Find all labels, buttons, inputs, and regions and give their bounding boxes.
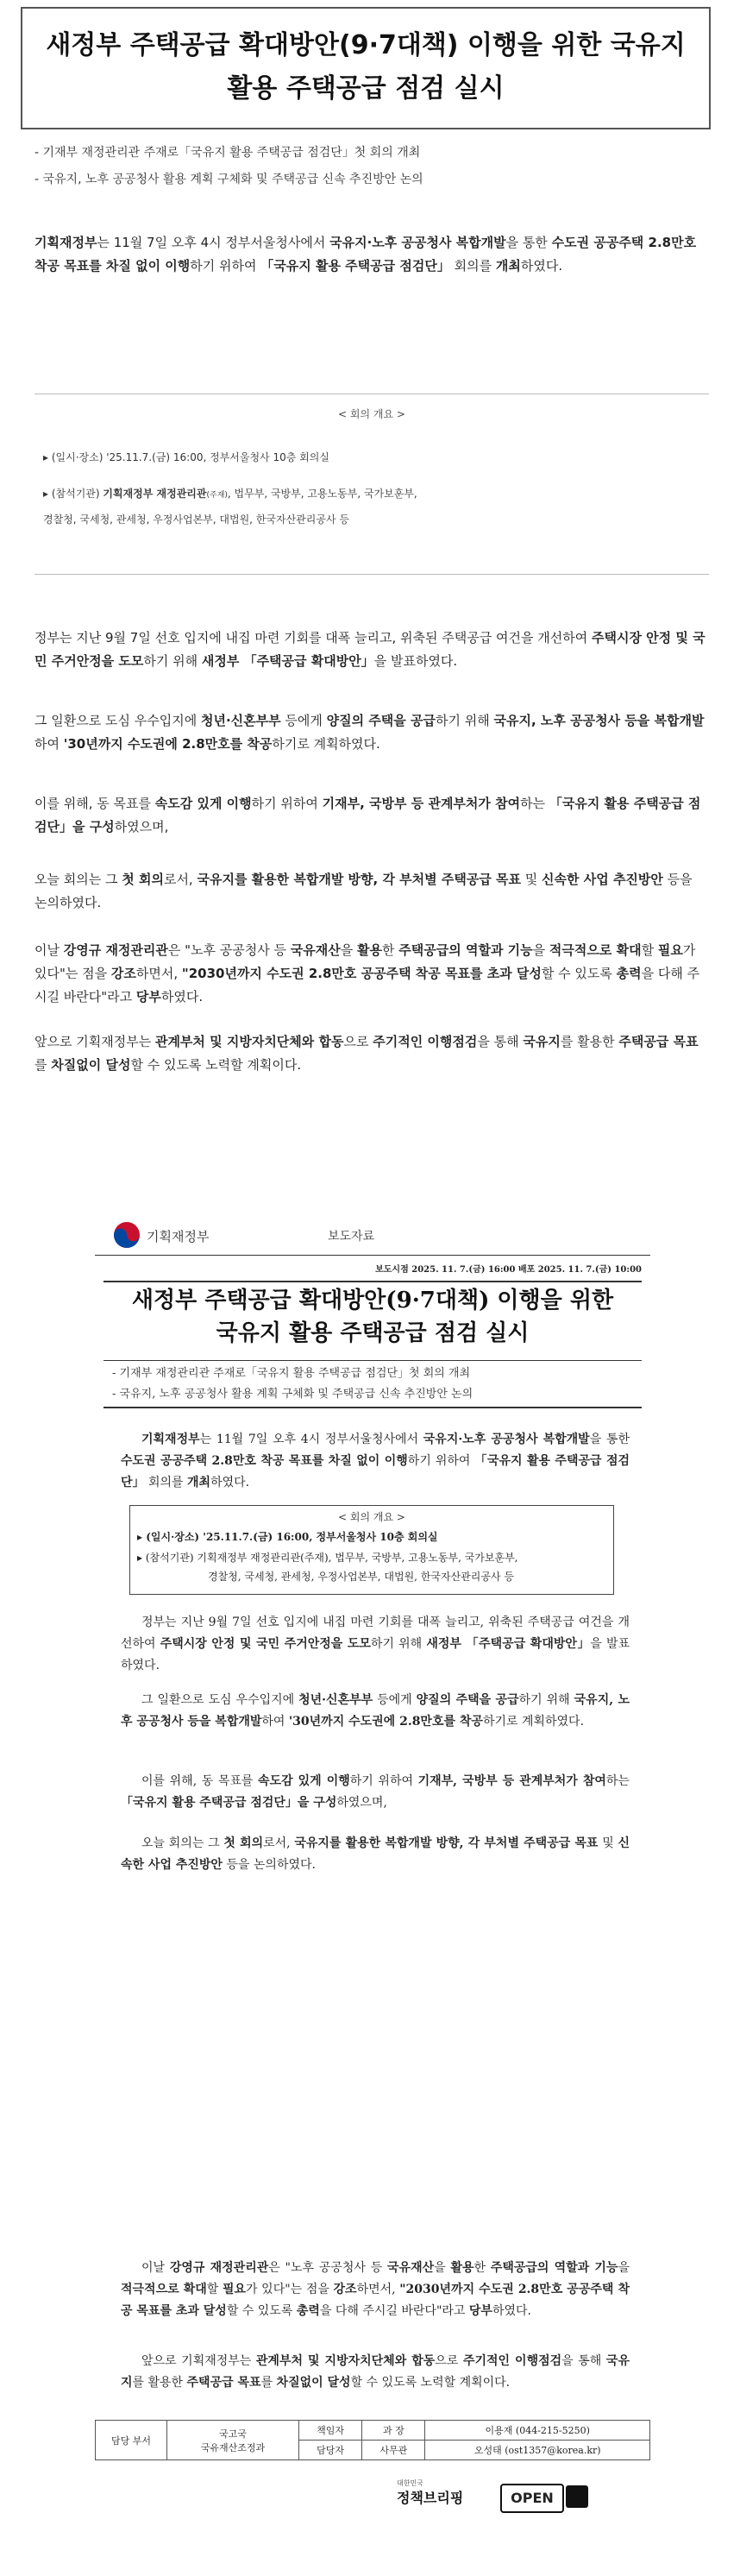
text-run: 차질없이 달성 [51,1057,131,1073]
text-run: 국유재산 [387,2261,435,2275]
text-run: 을 [532,942,549,958]
text-run: 강조 [110,966,136,981]
press-paragraph-7 [121,2351,630,2394]
text-run: 관계부처 및 지방자치단체와 합동 [255,2354,436,2368]
text-run: 하였다. [520,258,563,274]
text-run: 신속한 사업 추진방안 [121,1836,630,1872]
text-run: 및 [521,872,542,887]
press-paragraph-3 [121,1690,630,1733]
text-run: 수도권 공공주택 2.8만호 착공 목표를 차질 없이 이행 [121,1454,408,1468]
title-box [21,7,711,129]
text-run: 이날 [34,942,64,958]
text-run: 국유지, 노후 공공청사 등을 복합개발 [493,713,705,728]
text-run: 할 수 있도록 노력할 계획이다. [130,1057,302,1073]
ministry-name: 기획재정부 [147,1229,210,1244]
overview-title: < 회의 개요 > [338,408,405,420]
text-run: 회의를 [144,1476,188,1490]
text-run: 강영규 재정관리관 [63,942,168,958]
text-run: 정부는 지난 9월 7일 선호 입지에 내집 마련 기회를 대폭 늘리고, 위축된 주택공급 여건을 개선하여 [34,630,592,646]
press-subtitle-1: - 기재부 재정관리관 주재로「국유지 활용 주택공급 점검단」첫 회의 개최 [112,1367,471,1380]
subtitle-2: - 국유지, 노후 공공청사 활용 계획 구체화 및 주택공급 신속 추진방안 논의 [34,173,423,186]
text-run: 주기적인 이행점검 [462,2354,562,2368]
open-label: OPEN [500,2484,564,2513]
text-run: 할 수 있도록 [541,966,617,981]
text-run: 오늘 회의는 그 [141,1836,224,1850]
press-overview-attendees: ▸ (참석기관) 기획재정부 재정관리관(주재), 법무부, 국방부, 고용노동부, 국가보훈부, [137,1552,518,1564]
text-run: 개최 [495,258,521,274]
text-run: 회의를 [449,258,496,274]
text-run: 를 활용한 [560,1034,619,1049]
text-run: 할 [206,2283,223,2296]
text-run: 하면서, [135,966,182,981]
text-run: "2030년까지 수도권 2.8만호 공공주택 착공 목표를 초과 달성 [121,2283,630,2318]
text-run: 는 11월 7일 오후 4시 정부서울청사에서 [97,235,330,250]
text-run: 하는 [520,796,549,811]
text-run: 하여 [34,736,64,752]
text-run: 주기적인 이행점검 [373,1034,478,1049]
text-run: 주택시장 안정 및 국민 주거안정을 도모 [160,1637,371,1651]
text-run: 강영규 재정관리관 [169,2261,269,2275]
text-run: 적극적으로 확대 [549,942,642,958]
title-line-2: 활용 주택공급 점검 실시 [227,73,505,104]
role-lead: 책임자 [299,2421,362,2441]
text-run: 당부 [135,989,161,1005]
text-run: 을 통한 [589,1433,630,1446]
text-run: 로서, [163,872,198,887]
text-run: 하여 [261,1715,289,1729]
subtitle-1: - 기재부 재정관리관 주재로「국유지 활용 주택공급 점검단」첫 회의 개최 [34,146,421,160]
text-run: 관계부처 및 지방자치단체와 합동 [154,1034,344,1049]
title-line-1: 새정부 주택공급 확대방안(9·7대책) 이행을 위한 국유지 [46,30,686,60]
text-run: "2030년까지 수도권 2.8만호 공공주택 착공 목표를 초과 달성 [181,966,542,981]
text-run: 를 활용한 [132,2376,187,2390]
text-run: 하기 위하여 [407,1454,475,1468]
text-run: 이날 [141,2261,170,2275]
meeting-overview-box [34,394,709,575]
text-run: 차질없이 달성 [276,2376,351,2390]
press-type: 보도자료 [328,1230,375,1244]
press-title-box [103,1281,642,1361]
text-run: 주택공급의 역할과 기능 [490,2261,618,2275]
text-run: 은 "노후 공공청사 등 [167,942,291,958]
text-run: 앞으로 기획재정부는 [141,2354,256,2368]
text-run: 하기 위해 [143,653,202,669]
text-run: 이를 위해, 동 목표를 [141,1774,259,1788]
text-run: 하기로 계획하였다. [272,736,380,752]
text-run: '30년까지 수도권에 2.8만호를 착공 [63,736,273,752]
press-paragraph-2 [121,1612,630,1677]
text-run: 주택시장 안정 및 국민 주거안정을 도모 [34,630,706,669]
text-run: 가 있다"는 점을 [34,942,696,981]
text-run: 새정부 「주택공급 확대방안」 [426,1637,591,1651]
paragraph-2 [34,627,706,673]
paragraph-4 [34,792,706,839]
text-run: 은 "노후 공공청사 등 [268,2261,388,2275]
overview-attendees-line2: 경찰청, 국세청, 관세청, 우정사업본부, 대법원, 한국자산관리공사 등 [43,513,349,526]
paragraph-7 [34,1030,706,1077]
text-run: 을 다해 주시길 바란다"라고 [319,2304,469,2318]
text-run: 을 통해 [477,1034,524,1049]
position-staff: 사무관 [362,2441,425,2460]
text-run: 활용 [450,2261,474,2275]
text-run: 주택공급 목표 [618,1034,699,1049]
press-paragraph-4 [121,1771,630,1814]
text-run: 신속한 사업 추진방안 [542,872,663,887]
text-run: 가 있다"는 점을 [246,2283,334,2296]
role-staff: 담당자 [299,2441,362,2460]
kogl-open-badge [500,2480,604,2515]
text-run: 오늘 회의는 그 [34,872,122,887]
press-subtitle-2: - 국유지, 노후 공공청사 활용 계획 구체화 및 주택공급 신속 추진방안 논의 [112,1388,473,1401]
text-run: 주택공급의 역할과 기능 [398,942,533,958]
text-run: 및 [598,1836,618,1850]
text-run: 정부는 지난 9월 7일 선호 입지에 내집 마련 기회를 대폭 늘리고, 위축된 주택공급 여건을 개선하여 [121,1616,630,1651]
press-overview-box [129,1505,614,1595]
text-run: 이를 위해, 동 목표를 [34,796,155,811]
text-run: 필요 [222,2283,246,2296]
press-title [103,1284,642,1350]
text-run: 한 [473,2261,491,2275]
text-run: 하는 [605,1774,630,1788]
press-overview-attendees-2: 경찰청, 국세청, 관세청, 우정사업본부, 대법원, 한국자산관리공사 등 [208,1571,514,1583]
text-run: 「국유지 활용 주택공급 점검단」 [260,258,450,274]
text-run: 첫 회의 [223,1836,264,1850]
text-run: 는 11월 7일 오후 4시 정부서울청사에서 [199,1433,423,1446]
text-run: 을 통한 [505,235,552,250]
text-run: 등을 논의하였다. [34,872,693,910]
policy-briefing-logo: 정책브리핑 [397,2490,464,2506]
text-run: 속도감 있게 이행 [258,1774,350,1788]
text-run: 양질의 주택을 공급 [416,1693,519,1707]
text-run: 할 [641,942,658,958]
text-run: 기재부, 국방부 등 관계부처가 참여 [417,1774,606,1788]
text-run: 속도감 있게 이행 [154,796,252,811]
text-run: 「국유지 활용 주택공급 점검단」 [121,1454,630,1490]
press-overview-datetime: ▸ (일시·장소) '25.11.7.(금) 16:00, 정부서울청사 10층 회의실 [137,1531,438,1543]
text-run: 를 [34,1057,52,1073]
text-run: 을 통해 [561,2354,606,2368]
text-run: 주택공급 목표 [186,2376,261,2390]
person-lead: 이용재 (044-215-5250) [425,2421,650,2441]
text-run: 을 다해 주시길 바란다"라고 [34,966,700,1005]
text-run: 기획재정부 [34,235,97,250]
text-run: 하기 위해 [518,1693,574,1707]
text-run: 당부 [468,2304,492,2318]
text-run: 앞으로 기획재정부는 [34,1034,155,1049]
text-run: 그 일환으로 도심 우수입지에 [141,1693,299,1707]
press-paragraph-1 [121,1429,630,1494]
policy-briefing-caption: 대한민국 [397,2479,423,2487]
contact-table [95,2420,650,2460]
paragraph-6 [34,939,706,1009]
text-run: 로서, [263,1836,295,1850]
press-release-scan [95,1215,650,2561]
text-run: 국유지, 노후 공공청사 등을 복합개발 [121,1693,630,1729]
person-staff: 오성태 (ost1357@korea.kr) [425,2441,650,2460]
overview-datetime: ▸ (일시·장소) '25.11.7.(금) 16:00, 정부서울청사 10층 회의실 [43,451,329,463]
text-run: 하기 위해 [370,1637,427,1651]
text-run: 할 수 있도록 [226,2304,297,2318]
press-title-line-1: 새정부 주택공급 확대방안(9·7대책) 이행을 위한 [131,1288,614,1313]
dept-label: 담당 부서 [96,2421,167,2460]
text-run: 국유지 [121,2354,630,2390]
text-run: 으로 [343,1034,373,1049]
kogl-type-icon [566,2485,588,2508]
text-run: 청년·신혼부부 [298,1693,373,1707]
text-run: 하였다. [210,1476,250,1490]
text-run: 등을 논의하였다. [222,1858,316,1872]
text-run: 국유지·노후 공공청사 복합개발 [423,1433,590,1446]
text-run: 하였다. [492,2304,531,2318]
text-run: '30년까지 수도권에 2.8만호를 착공 [288,1715,483,1729]
text-run: 기재부, 국방부 등 관계부처가 참여 [322,796,521,811]
text-run: 새정부 「주택공급 확대방안」 [201,653,374,669]
text-run: 을 [340,942,358,958]
position-lead: 과 장 [362,2421,425,2441]
text-run: 하면서, [356,2283,400,2296]
text-run: 을 발표하였다. [121,1637,630,1672]
text-run: 등에게 [280,713,327,728]
text-run: 총력 [296,2304,320,2318]
text-run: 첫 회의 [122,872,164,887]
text-run: 개최 [187,1476,211,1490]
text-run: 하기 위하여 [251,796,323,811]
text-run: 적극적으로 확대 [121,2283,207,2296]
text-run: 하기로 계획하였다. [482,1715,585,1729]
text-run: 「국유지 활용 주택공급 점검단」을 구성 [121,1796,337,1810]
text-run: 하였다. [160,989,204,1005]
paragraph-1 [34,231,706,278]
text-run: 활용 [357,942,383,958]
text-run: 할 수 있도록 노력할 계획이다. [350,2376,511,2390]
text-run: 을 [434,2261,451,2275]
text-run: 하기 위하여 [349,1774,418,1788]
text-run: 양질의 주택을 공급 [326,713,436,728]
press-paragraph-6 [121,2258,630,2322]
text-run: 국유지 [523,1034,561,1049]
press-header [95,1215,650,1256]
text-run: 기획재정부 [141,1433,200,1446]
text-run: 국유재산 [290,942,341,958]
press-title-line-2: 국유지 활용 주택공급 점검 실시 [216,1320,530,1346]
text-run: 하기 위해 [436,713,494,728]
text-run: 필요 [657,942,683,958]
text-run: 「국유지 활용 주택공급 점검단」을 구성 [34,796,701,835]
text-run: 총력 [616,966,642,981]
text-run: 강조 [333,2283,357,2296]
dept-name: 국고국 국유재산조정과 [167,2421,299,2460]
text-run: 수도권 공공주택 2.8만호 착공 목표를 차질 없이 이행 [34,235,697,274]
text-run: 한 [382,942,399,958]
text-run: 국유지를 활용한 복합개발 방향, 각 부처별 주택공급 목표 [197,872,522,887]
text-run: 국유지를 활용한 복합개발 방향, 각 부처별 주택공급 목표 [294,1836,599,1850]
taegeuk-logo-icon [112,1220,141,1250]
text-run: 을 발표하였다. [373,653,458,669]
text-run: 으로 [435,2354,463,2368]
text-run: 국유지·노후 공공청사 복합개발 [329,235,506,250]
text-run: 하였으며, [336,1796,387,1810]
paragraph-3 [34,709,706,756]
press-paragraph-5 [121,1833,630,1876]
press-subtitle-box [103,1360,642,1408]
paragraph-5 [34,868,706,915]
text-run: 를 [260,2376,277,2390]
text-run: 청년·신혼부부 [200,713,281,728]
text-run: 하기 위하여 [190,258,261,274]
release-time: 보도시점 2025. 11. 7.(금) 16:00 배포 2025. 11. 7.(금) 10:00 [375,1265,642,1275]
text-run: 그 일환으로 도심 우수입지에 [34,713,201,728]
page-title [22,24,709,110]
press-overview-title: < 회의 개요 > [338,1511,405,1523]
overview-attendees: ▸ (참석기관) 기획재정부 재정관리관(주재), 법무부, 국방부, 고용노동부, 국가보훈부, [43,488,417,500]
text-run: 하였으며, [114,819,169,835]
text-run: 등에게 [373,1693,417,1707]
text-run: 을 [618,2261,630,2275]
